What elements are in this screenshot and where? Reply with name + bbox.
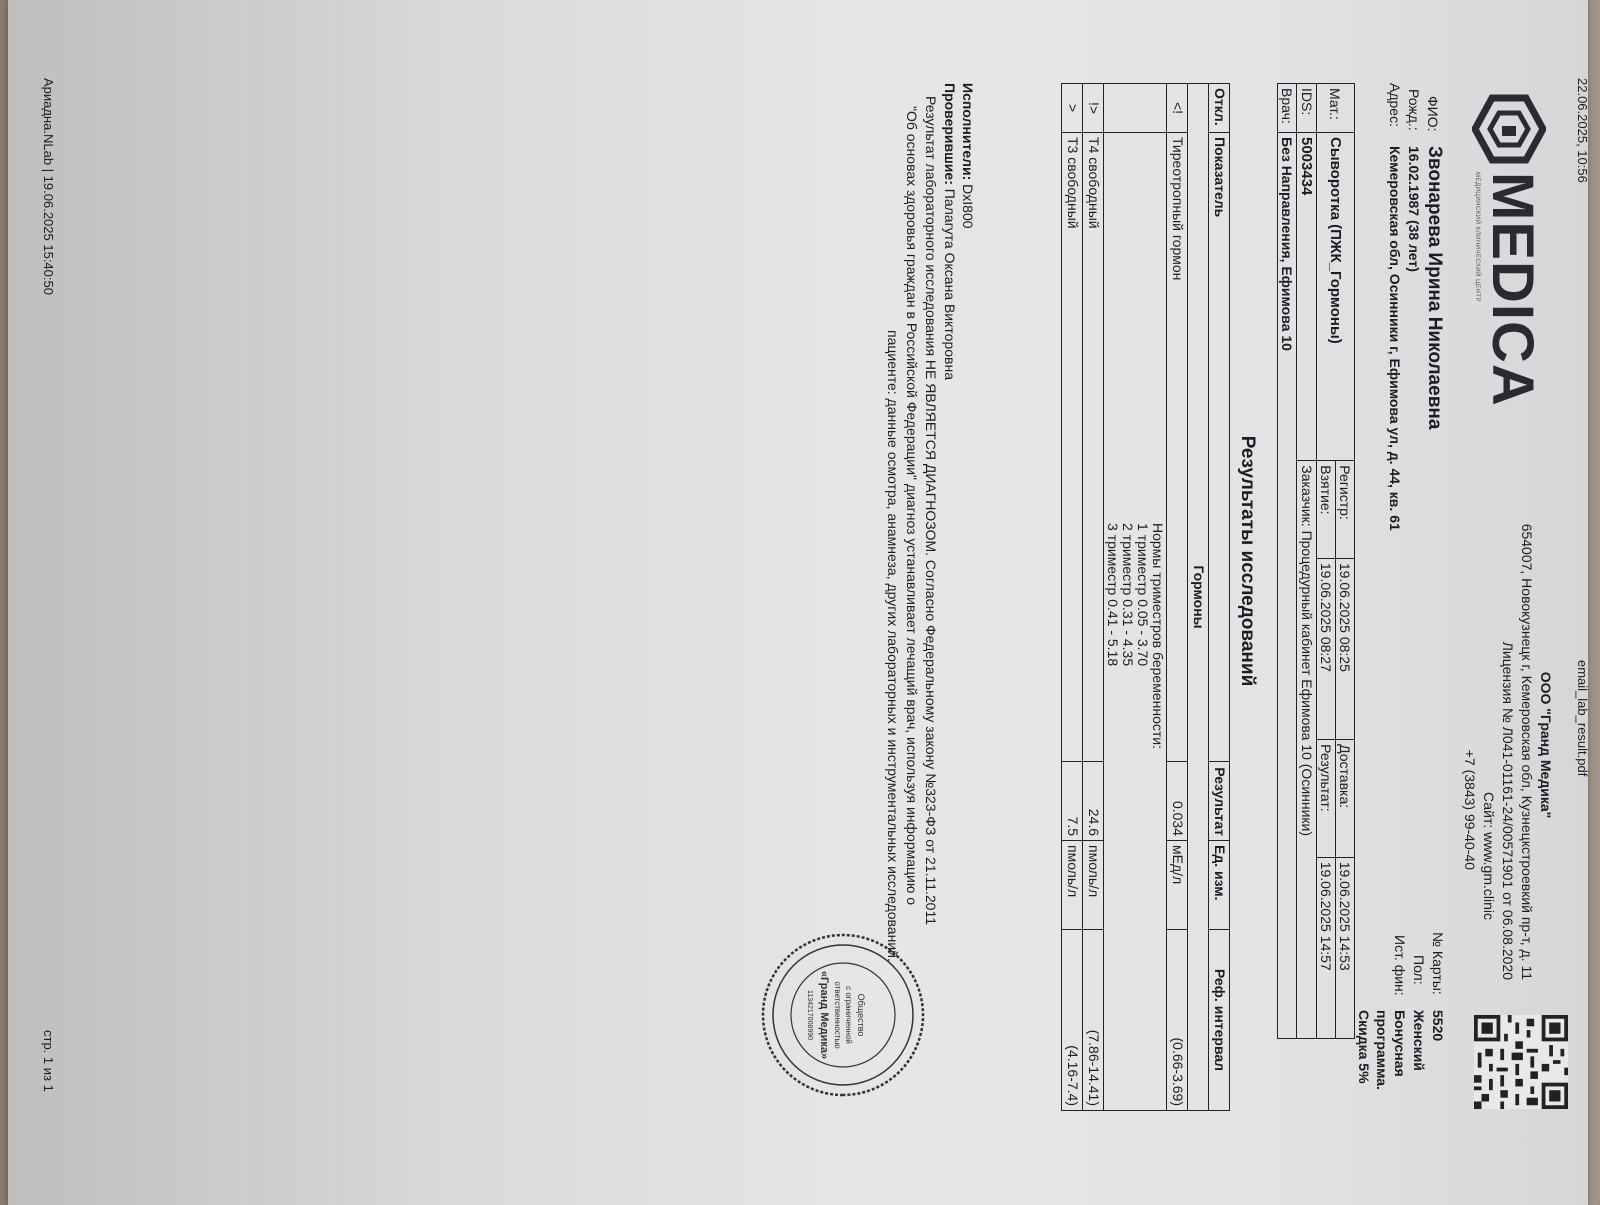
result-label: Результат: [1317, 740, 1336, 858]
doctor: Без Направления, Ефимова 10 [1278, 133, 1297, 1039]
lab-address: 654007, Новокузнецк г, Кемеровская обл, Кузнецкстроевкий пр-т, д. 11 [1519, 523, 1535, 980]
fin-line-2: программа. [1374, 1010, 1390, 1090]
checked-value: Палагута Оксана Викторовна [942, 188, 958, 380]
system-timestamp: Ариадна.NLab | 19.06.2025 15:40:50 [41, 78, 56, 295]
group-hormones: Гормоны [1188, 84, 1209, 1111]
table-row [1167, 84, 1188, 1111]
disclaimer-line-1: Результат лабораторного исследования НЕ ЯВЛЯЕТСЯ ДИАГНОЗОМ. Согласно Федеральному закону №323-ФЗ от 21.11.2011 [923, 96, 939, 925]
customer: Заказчик: Процедурный кабинет Ефимова 10 (Осинники) [1297, 461, 1317, 1039]
row-unit: пмоль/л [1062, 841, 1083, 930]
mat-label: Мат.: [1317, 84, 1355, 133]
row-value: 24.6 [1083, 762, 1104, 841]
stamp-name: «Гранд Медика» [818, 970, 830, 1060]
row-value: 0.034 [1167, 762, 1188, 841]
row-value: 7.5 [1062, 762, 1083, 841]
fin-line-1: Бонусная [1392, 1010, 1408, 1077]
patient-address: Кемеровская обл, Осинники г, Ефимова ул, д. 44, кв. 61 [1387, 146, 1403, 531]
file-name: email_lab_result.pdf [1575, 660, 1590, 777]
svg-text:с ограниченной: с ограниченной [844, 986, 853, 1044]
checked-label: Проверившие: [942, 83, 958, 185]
print-datetime: 22.06.2025, 10:56 [1575, 78, 1590, 183]
taken-date: 19.06.2025 08:27 [1317, 558, 1336, 739]
row-ref: (0.66-3.69) [1167, 930, 1188, 1111]
reg-label: Регистр: [1336, 461, 1355, 559]
result-date: 19.06.2025 14:57 [1317, 857, 1336, 1038]
col-deviation: Откл. [1209, 84, 1230, 133]
row-flag: <! [1167, 84, 1188, 133]
lab-site: Сайт: www.gm.clinic [1481, 792, 1497, 920]
norms-title: Нормы триместров беременности: [1150, 523, 1166, 750]
fio-label: ФИО: [1425, 96, 1441, 132]
seal-stamp-icon [758, 930, 928, 1100]
fin-label: Ист. фин: [1392, 935, 1408, 996]
patient-name: Звонарева Ирина Николаевна [1424, 146, 1445, 430]
table-row [1083, 84, 1104, 1111]
row-name: Тиреотропный гормон [1167, 133, 1188, 762]
delivery-label: Доставка: [1336, 740, 1355, 858]
brand-name: MEDICA [1480, 172, 1545, 407]
svg-text:Общество: Общество [856, 993, 866, 1037]
delivery-date: 19.06.2025 14:53 [1336, 857, 1355, 1038]
svg-text:1134217008990: 1134217008990 [806, 989, 813, 1041]
row-ref: (7.86-14.41) [1083, 930, 1104, 1111]
col-indicator: Показатель [1209, 133, 1230, 762]
results-table [1061, 83, 1230, 1111]
disclaimer-line-3: пациенте: данные осмотра, анамнеза, других лабораторных и инструментальных исследований. [885, 330, 901, 962]
row-unit: мЕд/л [1167, 841, 1188, 930]
patient-sex: Женский [1411, 1010, 1427, 1071]
col-ref: Реф. интервал [1209, 930, 1230, 1111]
lab-report-page [8, 0, 1600, 1205]
svg-text:ответственностью: ответственностью [833, 981, 842, 1049]
address-label: Адрес: [1387, 83, 1403, 127]
qr-code-icon [1474, 1015, 1568, 1109]
norms-t3: 3 триместр 0.41 - 5.18 [1105, 523, 1121, 667]
norms-t1: 1 триместр 0.05 - 3.70 [1135, 523, 1151, 667]
lab-name: ООО "Гранд Медика" [1538, 671, 1554, 819]
ids-label: IDS: [1297, 84, 1317, 133]
fin-line-3: Скидка 5% [1356, 1010, 1372, 1084]
page-number: стр. 1 из 1 [41, 1030, 56, 1092]
row-name: Т4 свободный [1083, 133, 1104, 762]
material: Сыворотка (ПЖК_Гормоны) [1317, 133, 1355, 461]
checked [942, 83, 958, 380]
row-flag: > [1062, 84, 1083, 133]
executors-label: Исполнители: [960, 83, 976, 181]
brand-subtitle: МЕДИЦИНСКИЙ КЛИНИЧЕСКИЙ ЦЕНТР [1474, 172, 1480, 303]
sex-label: Пол: [1411, 955, 1427, 985]
row-flag: !> [1083, 84, 1104, 133]
norms-row [1104, 84, 1167, 1111]
col-unit: Ед. изм. [1209, 841, 1230, 930]
executors-value: DxI800 [960, 184, 976, 229]
table-row [1062, 84, 1083, 1111]
lab-license: Лицензия № Л041-01161-24/00571901 от 06.08.2020 [1500, 641, 1516, 980]
results-title: Результаты исследований [1237, 435, 1258, 687]
taken-label: Взятие: [1317, 461, 1336, 559]
reg-date: 19.06.2025 08:25 [1336, 558, 1355, 739]
doctor-label: Врач: [1278, 84, 1297, 133]
ids-number: 5003434 [1297, 133, 1317, 461]
order-table [1277, 83, 1355, 1039]
card-number: 5520 [1430, 1010, 1446, 1042]
medica-logo-icon [1472, 92, 1546, 166]
disclaimer-line-2: "Об основах здоровья граждан в Российской Федерации" диагноз устанавливает лечащий врач, используя информацию о [904, 106, 920, 906]
card-label: № Карты: [1430, 932, 1446, 995]
row-ref: (4.16-7.4) [1062, 930, 1083, 1111]
birth-label: Рожд.: [1406, 89, 1422, 131]
row-name: Т3 свободный [1062, 133, 1083, 762]
paper-sheet [8, 0, 1588, 1205]
norms-t2: 2 триместр 0.31 - 4.35 [1120, 523, 1136, 667]
executors [960, 83, 976, 229]
patient-birth: 16.02.1987 (38 лет) [1406, 146, 1422, 272]
row-unit: пмоль/л [1083, 841, 1104, 930]
col-result: Результат [1209, 762, 1230, 841]
lab-phone: +7 (3843) 99-40-40 [1462, 749, 1478, 870]
